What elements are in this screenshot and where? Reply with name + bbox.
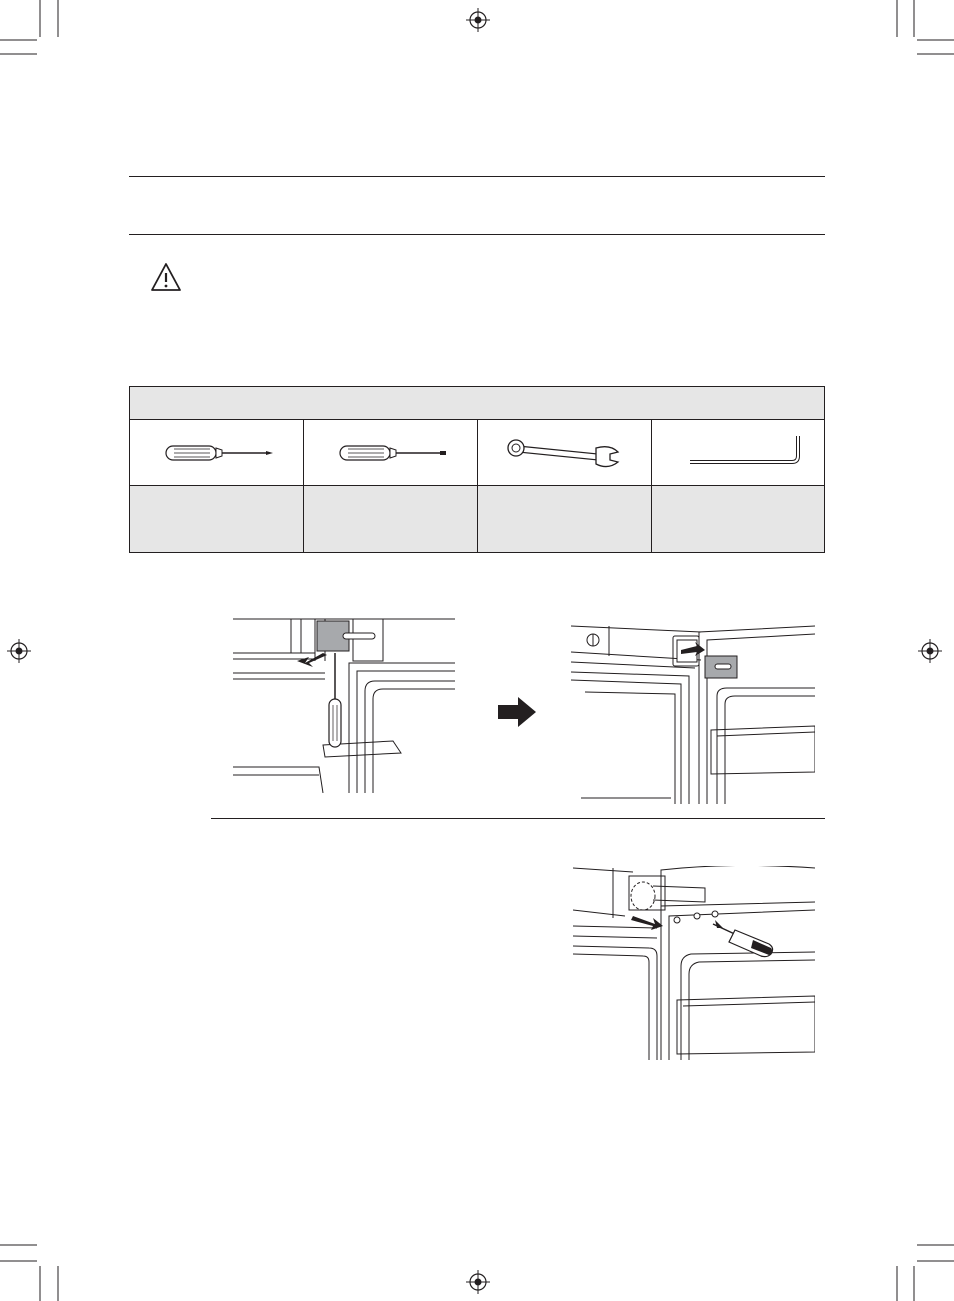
figure-hinge-screw-removal	[573, 866, 815, 1060]
hex-key-icon	[652, 420, 824, 486]
tool-label-flat	[304, 486, 478, 552]
tool-cell-hexkey	[652, 420, 824, 486]
title-rule-bottom	[129, 234, 825, 235]
wrench-icon	[478, 420, 651, 486]
figure-hinge-cover-removal	[233, 617, 455, 793]
registration-mark-left	[7, 639, 31, 663]
registration-mark-right	[918, 639, 942, 663]
warning-icon	[150, 262, 182, 292]
section-title	[129, 190, 825, 220]
tool-cell-phillips	[130, 420, 304, 486]
phillips-screwdriver-icon	[130, 420, 303, 486]
tools-table-header	[130, 387, 824, 420]
tool-label-hexkey	[652, 486, 824, 552]
title-rule-top	[129, 176, 825, 177]
figure-hinge-exposed	[571, 622, 815, 804]
tool-cell-wrench	[478, 420, 652, 486]
registration-mark-top	[466, 8, 490, 32]
tools-table	[129, 386, 825, 553]
tool-label-wrench	[478, 486, 652, 552]
warning-text	[192, 266, 822, 346]
tool-label-phillips	[130, 486, 304, 552]
step-divider	[211, 818, 825, 819]
flat-screwdriver-icon	[304, 420, 477, 486]
registration-mark-bottom	[466, 1270, 490, 1294]
tool-cell-flat	[304, 420, 478, 486]
next-step-arrow-icon	[498, 697, 536, 727]
